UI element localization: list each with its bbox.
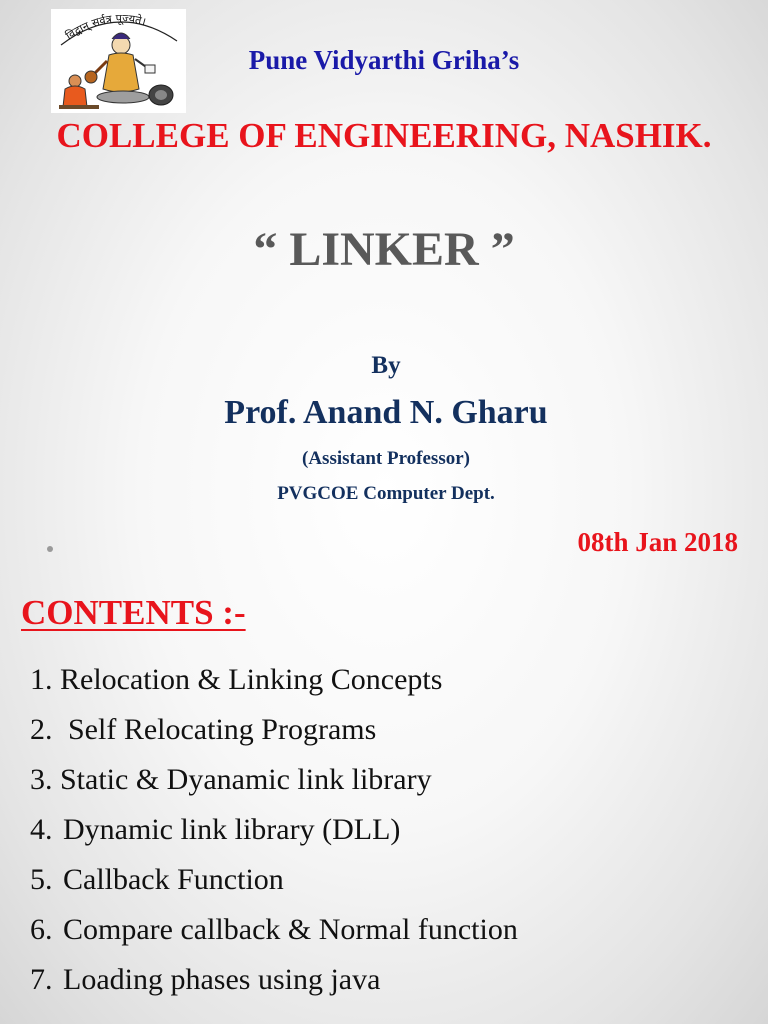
contents-item-text: Callback Function — [63, 863, 284, 896]
contents-item-text: Relocation & Linking Concepts — [60, 663, 443, 696]
contents-item-number: 3. — [30, 763, 53, 796]
contents-item — [30, 805, 518, 855]
contents-item-text: Compare callback & Normal function — [63, 913, 518, 946]
logo-motto-text: विद्वान् सर्वत्र पूज्यते। — [63, 11, 148, 43]
contents-item-text: Loading phases using java — [63, 963, 381, 996]
contents-item-text: Static & Dyanamic link library — [60, 763, 432, 796]
contents-item-number: 2. — [30, 713, 53, 746]
contents-item-number: 4. — [30, 813, 53, 846]
author-department: PVGCOE Computer Dept. — [277, 483, 495, 504]
author-name: Prof. Anand N. Gharu — [224, 394, 548, 431]
presentation-date: 08th Jan 2018 — [577, 527, 738, 557]
contents-heading: CONTENTS :- — [21, 593, 246, 632]
contents-item-number: 6. — [30, 913, 53, 946]
contents-item-text: Dynamic link library (DLL) — [63, 813, 401, 846]
contents-item — [30, 905, 518, 955]
contents-item — [30, 755, 518, 805]
bullet-icon — [47, 546, 53, 552]
college-name: COLLEGE OF ENGINEERING, NASHIK. — [56, 116, 712, 155]
contents-item-number: 1. — [30, 663, 53, 696]
author-role: (Assistant Professor) — [302, 448, 470, 469]
contents-list — [30, 655, 518, 1005]
institute-name — [0, 45, 768, 76]
contents-item — [30, 705, 518, 755]
presentation-title: “ LINKER ” — [253, 223, 515, 276]
contents-item — [30, 855, 518, 905]
contents-item-text: Self Relocating Programs — [68, 713, 377, 746]
by-label: By — [371, 352, 401, 379]
institute-name-text: Pune Vidyarthi Griha’s — [248, 45, 520, 75]
contents-item — [30, 955, 518, 1005]
contents-item-number: 5. — [30, 863, 53, 896]
contents-item — [30, 655, 518, 705]
contents-item-number: 7. — [30, 963, 53, 996]
